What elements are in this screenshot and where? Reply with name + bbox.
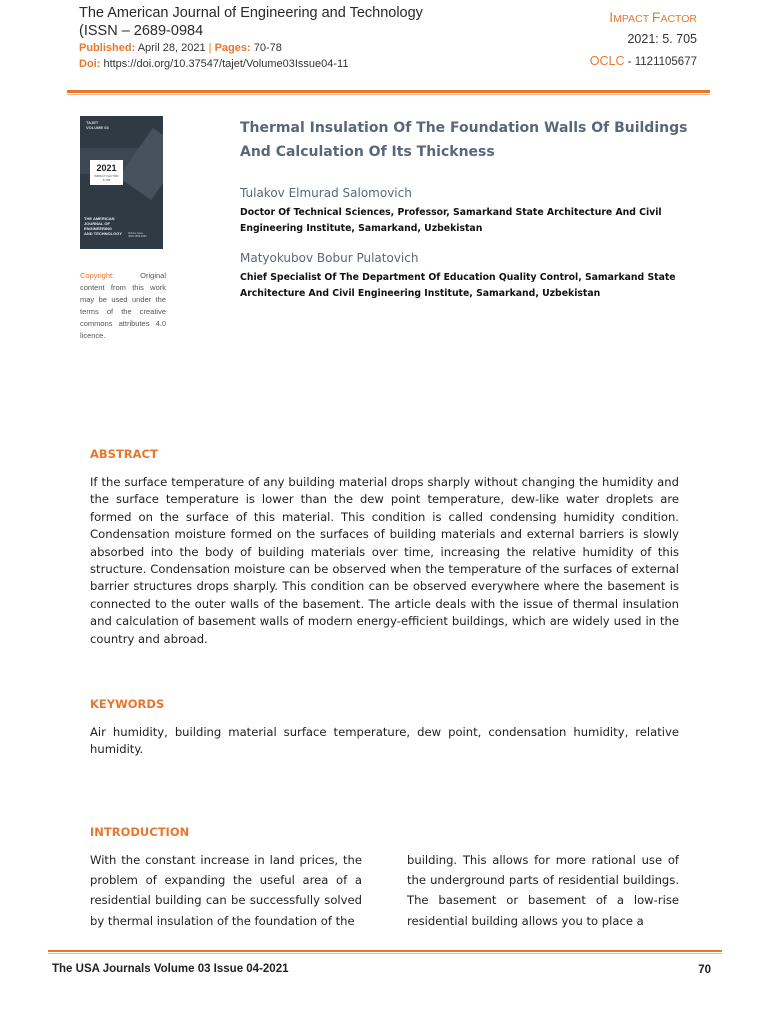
footer-divider-thin [48,953,722,954]
cover-journal-name: THE AMERICAN JOURNAL OF ENGINEERING AND TECHNOLOGY [84,216,122,236]
cover-small-text: Volume Issue ISSN 2689-0984 [128,232,147,238]
journal-issn: (ISSN – 2689-0984 [79,23,204,39]
paper-title: Thermal Insulation Of The Foundation Walls Of Buildings And Calculation Of Its Thickness [240,120,688,160]
copyright-text: Original content from this work may be used under the terms of the creative commons attributes 4.0 licence. [80,271,166,340]
impact-factor-value: 2021: 5. 705 [627,32,697,46]
oclc-line: OCLC - 1121105677 [589,54,697,68]
doi-line [79,56,479,72]
footer-journal-issue: The USA Journals Volume 03 Issue 04-2021 [52,963,289,975]
footer-divider [48,950,722,952]
journal-header [79,4,479,72]
doi-link[interactable]: https://doi.org/10.37547/tajet/Volume03Issue04-11 [103,58,349,70]
journal-title: The American Journal of Engineering and Technology [79,5,423,21]
author-name-1: Tulakov Elmurad Salomovich [240,186,412,200]
header-divider-thin [67,94,710,95]
impact-factor-block [497,8,697,73]
cover-top-text: TAJET VOLUME 03 [86,120,109,130]
author-name-2: Matyokubov Bobur Pulatovich [240,251,419,265]
introduction-column-2: building. This allows for more rational use of the underground parts of residential buildings. The basement or basement of a low-rise residential building allows you to place a [407,853,679,928]
author-affiliation-1: Doctor Of Technical Sciences, Professor, Samarkand State Architecture And Civil Engineering Institute, Samarkand, Uzbekistan [240,207,662,234]
doi-label: Doi: [79,58,101,70]
published-label: Published: [79,42,136,54]
pages-label: Pages: [214,42,251,54]
publication-info [79,40,479,56]
introduction-heading: INTRODUCTION [90,825,190,839]
cover-year-box: 2021 IMPACT FACTOR 5.705 [90,160,123,185]
keywords-heading: KEYWORDS [90,697,165,711]
keywords-text: Air humidity, building material surface temperature, dew point, condensation humidity, relative humidity. [90,725,679,757]
abstract-text: If the surface temperature of any building material drops sharply without changing the humidity and the surface temperature is lower than the dew point temperature, dew-like water droplets are formed on the surface of this material. This condition is called condensing humidity condition. Condensation moisture formed on the surfaces of building materials and external barriers is slowly absorbed into the body of building materials over time, increasing the relative humidity of this structure. Condensation moisture can be observed when the temperature of the surfaces of external barrier structures drops sharply. This condition can be observed everywhere where the basement is connected to the outer walls of the basement. The article deals with the issue of thermal insulation and calculation of basement walls of modern energy-efficient buildings, which are widely used in the country and abroad. [90,475,679,646]
oclc-value: 1121105677 [634,56,697,68]
impact-factor-label: IMPACT FACTOR [609,9,697,25]
pages-value: 70-78 [253,42,282,54]
introduction-column-1: With the constant increase in land prices, the problem of expanding the useful area of a residential building can be successfully solved by thermal insulation of the foundation of the [90,853,362,928]
header-divider [67,90,710,93]
author-affiliation-2: Chief Specialist Of The Department Of Education Quality Control, Samarkand State Architecture And Civil Engineering Institute, Samarkand, Uzbekistan [240,272,676,299]
oclc-label: OCLC [589,54,625,68]
meta-separator: | [208,42,212,54]
page-number: 70 [698,964,711,976]
journal-cover-image [80,116,163,249]
abstract-heading: ABSTRACT [90,447,158,461]
published-date: April 28, 2021 [137,42,206,54]
copyright-notice [80,270,166,342]
copyright-label: Copyright: [80,271,115,280]
